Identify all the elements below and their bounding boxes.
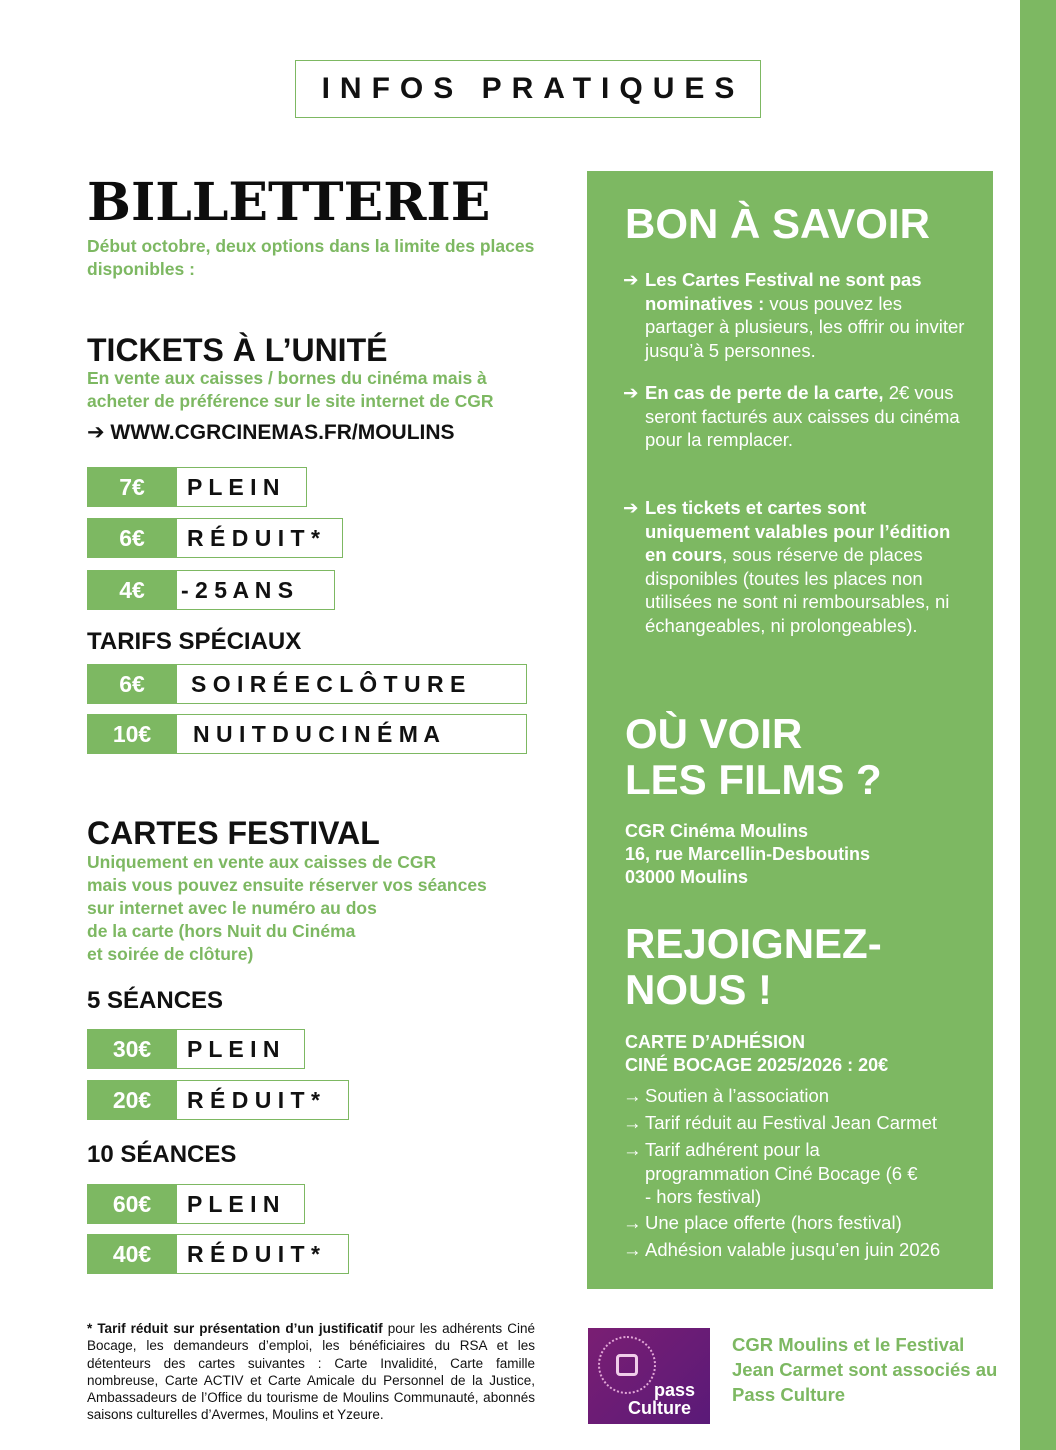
benefit-item: [623, 1138, 923, 1209]
rejoignez-title: [625, 921, 882, 1013]
benefit-text: Tarif adhérent pour la programmation Ciné Bocage (6 € - hors festival): [645, 1139, 918, 1207]
cgr-website-link[interactable]: ➔ WWW.CGRCINEMAS.FR/MOULINS: [87, 421, 455, 444]
arrow-icon: →: [623, 1139, 642, 1160]
cartes-desc-line: sur internet avec le numéro au dos: [87, 898, 377, 918]
price-label: R É D U I T *: [177, 1080, 349, 1120]
price-row-10-plein: [87, 1184, 305, 1224]
square-icon: [616, 1354, 638, 1376]
price-row-nuit-cinema: [87, 714, 527, 754]
price-value: 6€: [87, 664, 177, 704]
benefit-text: Une place offerte (hors festival): [645, 1212, 902, 1233]
logo-text-pass: pass: [654, 1380, 696, 1400]
price-row-10-reduit: [87, 1234, 349, 1274]
pass-culture-text: CGR Moulins et le Festival Jean Carmet sont associés au Pass Culture: [732, 1334, 998, 1405]
rejoignez-line: NOUS !: [625, 966, 772, 1013]
price-value: 4€: [87, 570, 177, 610]
footnote: [87, 1320, 535, 1424]
cartes-desc-line: mais vous pouvez ensuite réserver vos séances: [87, 875, 487, 895]
price-row-5-reduit: [87, 1080, 349, 1120]
bullet-text: , sous réserve de places disponibles (toutes les places non utilisées ne sont ni remboursables, ni échangeables, ni prolongeables).: [645, 544, 950, 636]
pass-culture-logo: [588, 1328, 710, 1424]
billetterie-intro: Début octobre, deux options dans la limite des places disponibles :: [87, 236, 535, 279]
benefit-item: [623, 1111, 973, 1135]
adhesion-title: [625, 1031, 888, 1077]
bullet-text: vous pouvez les partager à plusieurs, les offrir ou inviter jusqu’à 5 personnes.: [645, 292, 965, 361]
arrow-icon: →: [623, 1112, 642, 1133]
adhesion-line: CINÉ BOCAGE 2025/2026 : 20€: [625, 1055, 889, 1075]
price-row-25ans: [87, 570, 335, 610]
ou-voir-title: [625, 711, 882, 803]
bullet-text: 2€ vous seront facturés aux caisses du cinéma pour la remplacer.: [645, 382, 960, 450]
price-label: N U I T D U C I N É M A: [177, 714, 527, 754]
info-bullet: [623, 268, 973, 362]
cartes-description: [87, 851, 557, 966]
bon-a-savoir-title: BON À SAVOIR: [625, 200, 930, 247]
tickets-title: TICKETS À L’UNITÉ: [87, 332, 388, 368]
price-label: R É D U I T *: [177, 1234, 349, 1274]
cartes-desc-line: Uniquement en vente aux caisses de CGR: [87, 852, 437, 872]
price-row-soiree-cloture: [87, 664, 527, 704]
ou-voir-line: OÙ VOIR: [625, 710, 803, 757]
bullet-bold: Les Cartes Festival ne sont pas nominatives :: [645, 269, 922, 314]
price-value: 20€: [87, 1080, 177, 1120]
decorative-edge-strip: [1020, 0, 1056, 1450]
price-row-plein: [87, 467, 307, 507]
info-bullet: [623, 496, 973, 637]
tarifs-speciaux-title: TARIFS SPÉCIAUX: [87, 628, 302, 655]
address-line: CGR Cinéma Moulins: [625, 821, 809, 841]
page-header-box: [295, 60, 761, 118]
footnote-bold: * Tarif réduit sur présentation d’un justificatif: [87, 1321, 383, 1336]
price-label: S O I R É E C L Ô T U R E: [177, 664, 527, 704]
address-line: 16, rue Marcellin-Desboutins: [625, 844, 871, 864]
price-row-reduit: [87, 518, 343, 558]
bullet-bold: En cas de perte de la carte,: [645, 382, 884, 403]
price-value: 7€: [87, 467, 177, 507]
arrow-icon: ➔: [623, 497, 639, 518]
bullet-bold: Les tickets et cartes sont uniquement valables pour l’édition en cours: [645, 497, 951, 565]
tickets-description: En vente aux caisses / bornes du cinéma mais à acheter de préférence sur le site internet de CGR: [87, 368, 494, 411]
arrow-icon: →: [623, 1212, 642, 1233]
arrow-icon: →: [623, 1239, 642, 1260]
logo-text-culture: Culture: [628, 1398, 691, 1418]
ten-seances-title: 10 SÉANCES: [87, 1141, 237, 1168]
price-value: 60€: [87, 1184, 177, 1224]
footnote-text: pour les adhérents Ciné Bocage, les demandeurs d’emploi, les bénéficiaires du RSA et les détenteurs des cartes suivantes : Carte Invalidité, Carte famille nombreuse, Carte ACTIV et Carte Amicale du Personnel de la Justice, Ambassadeurs de l’Office du tourisme de Moulins Communauté, abonnés saisons culturelles d’Avermes, Moulins et Yzeure.: [87, 1321, 535, 1423]
arrow-icon: ➔: [623, 269, 639, 290]
benefit-item: [623, 1084, 973, 1108]
info-panel: [587, 171, 993, 1289]
benefit-item: [623, 1238, 973, 1262]
price-label: - 2 5 A N S: [177, 570, 335, 610]
price-value: 6€: [87, 518, 177, 558]
benefit-text: Adhésion valable jusqu’en juin 2026: [645, 1239, 941, 1260]
five-seances-title: 5 SÉANCES: [87, 987, 224, 1014]
cartes-desc-line: et soirée de clôture): [87, 944, 254, 964]
price-label: P L E I N: [177, 467, 307, 507]
price-row-5-plein: [87, 1029, 305, 1069]
arrow-icon: ➔: [623, 382, 639, 403]
price-value: 40€: [87, 1234, 177, 1274]
adhesion-line: CARTE D’ADHÉSION: [625, 1032, 806, 1052]
price-value: 10€: [87, 714, 177, 754]
address-line: 03000 Moulins: [625, 867, 749, 887]
benefit-item: [623, 1211, 973, 1235]
arrow-icon: →: [623, 1085, 642, 1106]
page-title: INFOS PRATIQUES: [321, 72, 745, 105]
cinema-address: [625, 820, 870, 889]
rejoignez-line: REJOIGNEZ-: [625, 920, 882, 967]
benefit-text: Soutien à l’association: [645, 1085, 830, 1106]
info-bullet: [623, 381, 973, 452]
price-label: P L E I N: [177, 1029, 305, 1069]
cartes-desc-line: de la carte (hors Nuit du Cinéma: [87, 921, 356, 941]
price-label: R É D U I T *: [177, 518, 343, 558]
price-label: P L E I N: [177, 1184, 305, 1224]
price-value: 30€: [87, 1029, 177, 1069]
cartes-festival-title: CARTES FESTIVAL: [87, 815, 380, 851]
billetterie-title: BILLETTERIE: [87, 172, 491, 233]
ou-voir-line: LES FILMS ?: [625, 756, 882, 803]
benefit-text: Tarif réduit au Festival Jean Carmet: [645, 1112, 938, 1133]
